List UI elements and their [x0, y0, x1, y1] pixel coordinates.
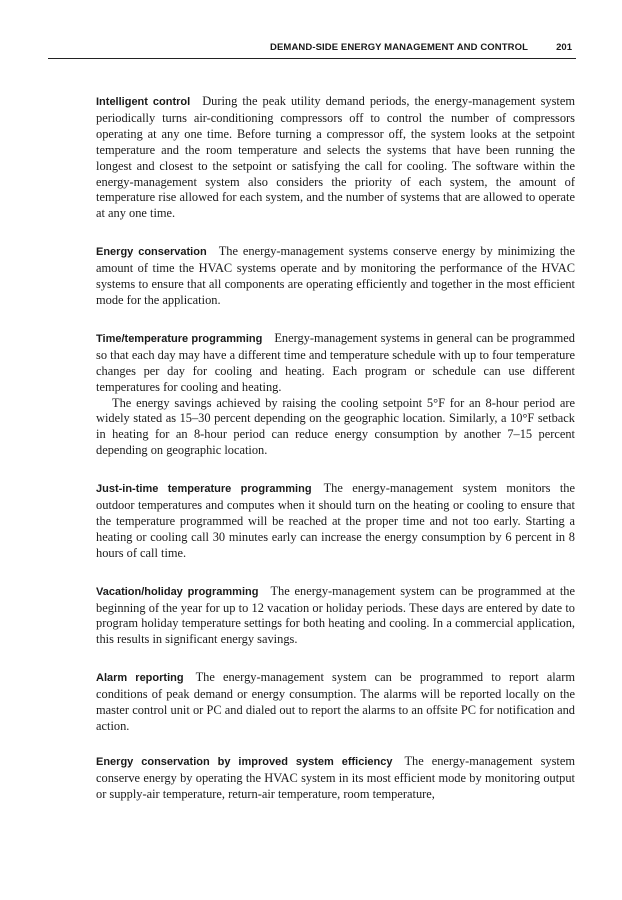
- running-head-title: DEMAND-SIDE ENERGY MANAGEMENT AND CONTROL: [270, 42, 528, 53]
- paragraph-text: During the peak utility demand periods, the energy-management system periodically turns air-conditioning compressors off to control the number of compressors operating at any one time. Before turning a compressor off, the system looks at the setpoint temperature and the room temperature and selects the systems that have been running the longest and closest to the setpoint or satisfying the call for cooling. The software within the energy-management system also considers the priority of each system, the amount of temperature rise allowed for each system, and the number of systems that are allowed to operate at any one time.: [96, 94, 575, 221]
- page-body: [96, 94, 575, 803]
- section-heading: Just-in-time temperature programming: [96, 483, 312, 496]
- paragraph: [96, 754, 575, 803]
- paragraph-text: The energy-management system can be programmed at the beginning of the year for up to 12 vacation or holiday periods. These days are entered by date to program holiday temperature settings for both heating and cooling. In a commercial application, this results in significant energy savings.: [96, 583, 575, 647]
- section-heading: Energy conservation: [96, 246, 207, 259]
- paragraph-text: The energy-management system can be programmed to report alarm conditions of peak demand or energy consumption. The alarms will be reported locally on the master control unit or PC and dialed out to report the alarms to an offsite PC for notification and action.: [96, 670, 576, 733]
- section-vacation-holiday-programming: [96, 584, 575, 649]
- section-heading: Intelligent control: [96, 96, 191, 108]
- section-alarm-reporting: [96, 670, 575, 735]
- paragraph: [96, 584, 575, 649]
- paragraph: [96, 331, 575, 396]
- paragraph-text: The energy-management systems conserve energy by minimizing the amount of time the HVAC systems operate and by monitoring the performance of the HVAC systems to ensure that all components are operating efficiently and together in the most efficient mode for the application.: [96, 244, 575, 307]
- section-improved-system-efficiency: [96, 754, 575, 803]
- running-head: [48, 40, 576, 59]
- section-energy-conservation: [96, 244, 575, 309]
- section-intelligent-control: [96, 94, 575, 222]
- paragraph: [96, 481, 575, 562]
- page-number: 201: [556, 42, 572, 53]
- paragraph: [96, 94, 575, 222]
- section-heading: Energy conservation by improved system efficiency: [96, 755, 393, 768]
- section-just-in-time-programming: [96, 481, 575, 562]
- paragraph: [96, 670, 575, 735]
- paragraph: The energy savings achieved by raising the cooling setpoint 5°F for an 8-hour period are widely stated as 15–30 percent depending on the geographic location. Similarly, a 10°F setback in heating for an 8-hour period can reduce energy consumption by another 7–15 percent depending on geographic location.: [96, 395, 575, 458]
- section-heading: Alarm reporting: [96, 672, 184, 685]
- paragraph-text: The energy-management system conserve energy by operating the HVAC system in its most efficient mode by monitoring output or supply-air temperature, return-air temperature, room temperature,: [96, 753, 576, 801]
- paragraph-text: Energy-management systems in general can be programmed so that each day may have a different time and temperature schedule with up to four temperature changes per day for cooling and heating. Each program or schedule can use different temperatures for cooling and heating.: [96, 330, 576, 394]
- section-heading: Vacation/holiday programming: [96, 585, 259, 598]
- section-time-temperature-programming: [96, 331, 575, 459]
- paragraph-text: The energy-management system monitors the outdoor temperatures and computes when it should turn on the heating or cooling to ensure that the temperature programmed will be reached at the proper time and not too early. Starting a heating or cooling call 30 minutes early can increase the energy consumption by 6 percent in 8 hours of call time.: [96, 481, 576, 560]
- paragraph: [96, 244, 575, 309]
- section-heading: Time/temperature programming: [96, 332, 263, 345]
